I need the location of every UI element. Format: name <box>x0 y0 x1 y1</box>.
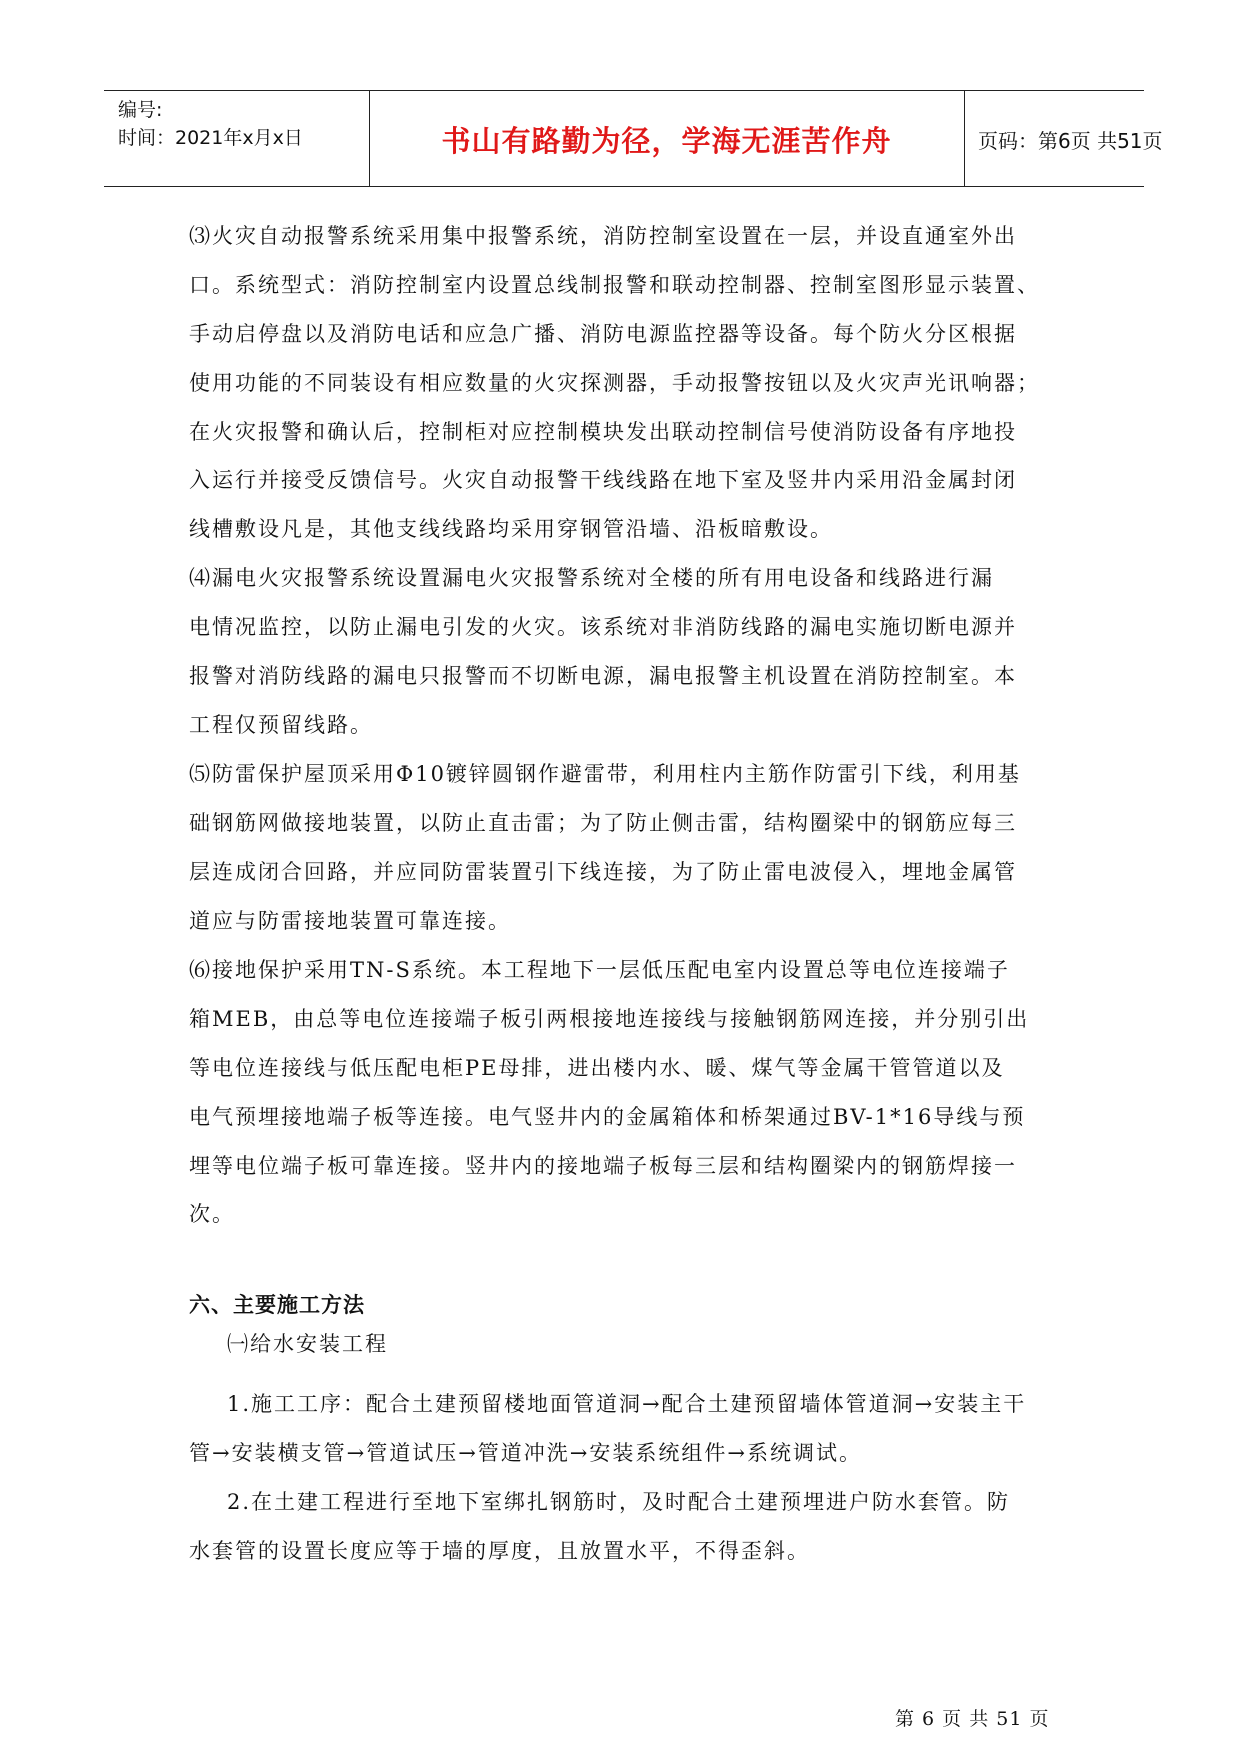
text-line: 箱MEB，由总等电位连接端子板引两根接地连接线与接触钢筋网连接，并分别引出 <box>189 1006 1030 1031</box>
header-motto-cell <box>369 91 965 186</box>
text-line: ⑸防雷保护屋顶采用Φ10镀锌圆钢作避雷带，利用柱内主筋作防雷引下线，利用基 <box>189 762 1021 786</box>
header-motto: 书山有路勤为径，学海无涯苦作舟 <box>441 124 892 158</box>
text-line: 管→安装横支管→管道试压→管道冲洗→安装系统组件→系统调试。 <box>189 1440 862 1465</box>
text-line: 手动启停盘以及消防电话和应急广播、消防电源监控器等设备。每个防火分区根据 <box>189 321 1017 346</box>
item-construction-process <box>189 1380 1027 1478</box>
text-line: 埋等电位端子板可靠连接。竖井内的接地端子板每三层和结构圈梁内的钢筋焊接一 <box>189 1153 1017 1178</box>
text-line: 水套管的设置长度应等于墙的厚度，且放置水平，不得歪斜。 <box>189 1538 810 1563</box>
text-line: 础钢筋网做接地装置，以防止直击雷；为了防止侧击雷，结构圈梁中的钢筋应每三 <box>189 810 1017 835</box>
text-line: 等电位连接线与低压配电柜PE母排，进出楼内水、暖、煤气等金属干管管道以及 <box>189 1055 1005 1080</box>
text-line: 工程仅预留线路。 <box>189 712 373 737</box>
text-line: 口。系统型式：消防控制室内设置总线制报警和联动控制器、控制室图形显示装置、 <box>189 272 1040 297</box>
header-page-cell <box>964 91 1163 186</box>
text-line: ⑷漏电火灾报警系统设置漏电火灾报警系统对全楼的所有用电设备和线路进行漏 <box>189 566 994 590</box>
text-line: 入运行并接受反馈信号。火灾自动报警干线线路在地下室及竖井内采用沿金属封闭 <box>189 468 1017 493</box>
text-line: 报警对消防线路的漏电只报警而不切断电源，漏电报警主机设置在消防控制室。本 <box>189 663 1017 688</box>
text-line: 层连成闭合回路，并应同防雷装置引下线连接，为了防止雷电波侵入，埋地金属管 <box>189 859 1017 884</box>
text-line: 电情况监控，以防止漏电引发的火灾。该系统对非消防线路的漏电实施切断电源并 <box>189 614 1017 639</box>
text-line: 使用功能的不同装设有相应数量的火灾探测器，手动报警按钮以及火灾声光讯响器； <box>189 370 1040 395</box>
page-footer-number: 第 6 页 共 51 页 <box>895 1708 1050 1730</box>
text-line: 次。 <box>189 1202 235 1227</box>
text-line: 在火灾报警和确认后，控制柜对应控制模块发出联动控制信号使消防设备有序地投 <box>189 419 1017 444</box>
paragraph-grounding <box>189 946 1030 1239</box>
text-line: ⑹接地保护采用TN-S系统。本工程地下一层低压配电室内设置总等电位连接端子 <box>189 958 1010 982</box>
item-waterproof-sleeve <box>189 1478 1011 1576</box>
paragraph-leakage-alarm <box>189 554 1017 750</box>
header-info-cell <box>104 91 370 186</box>
section-subheading: ㈠给水安装工程 <box>227 1332 388 1356</box>
paragraph-fire-alarm <box>189 212 1040 554</box>
page-header <box>104 90 1163 187</box>
document-time-label: 时间：2021年x月x日 <box>118 127 303 149</box>
text-line: ⑶火灾自动报警系统采用集中报警系统，消防控制室设置在一层，并设直通室外出 <box>189 224 1017 248</box>
text-line: 2.在土建工程进行至地下室绑扎钢筋时，及时配合土建预埋进户防水套管。防 <box>227 1490 1011 1514</box>
text-line: 1.施工工序：配合土建预留楼地面管道洞→配合土建预留墙体管道洞→安装主干 <box>227 1392 1027 1416</box>
text-line: 道应与防雷接地装置可靠连接。 <box>189 908 511 933</box>
paragraph-lightning-protection <box>189 750 1021 946</box>
text-line: 电气预埋接地端子板等连接。电气竖井内的金属箱体和桥架通过BV-1*16导线与预 <box>189 1104 1026 1129</box>
document-number-label: 编号: <box>118 99 163 121</box>
section-heading: 六、主要施工方法 <box>189 1293 365 1317</box>
header-page-number: 页码：第6页 共51页 <box>978 129 1163 153</box>
text-line: 线槽敷设凡是，其他支线线路均采用穿钢管沿墙、沿板暗敷设。 <box>189 517 833 542</box>
